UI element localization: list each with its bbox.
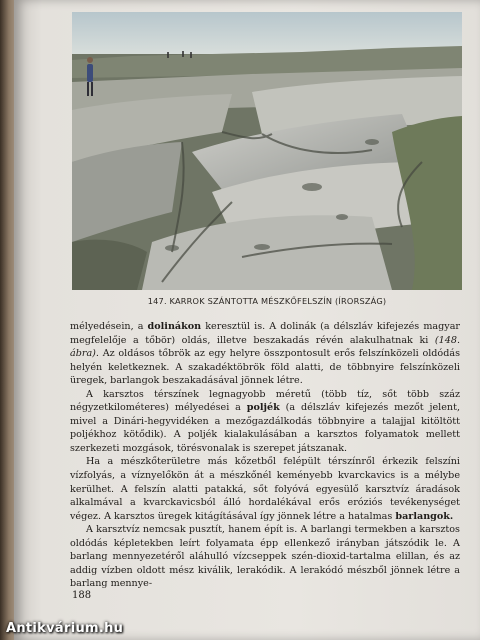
paragraph [70,388,460,456]
figure-reference: (148. ábra). [70,334,460,360]
text-run: Az oldásos tőbrök az egy helyre összpontosult erős felszínközeli oldódás helyén keletkeznek. A szakadéktöbrök föld alatti, de többnyire felszínközeli üregek, barlangok beszakadásával jönnek létre. [70,348,460,387]
paragraph [70,320,460,388]
bold-term: poljék [246,402,280,414]
text-run: A karsztos térszínek legnagyobb méretű (több tíz, sőt több száz négyzetkilométeres) mélyedései a [70,388,460,414]
body-text [70,320,460,591]
bold-term: dolinákon [147,321,202,332]
page-number: 188 [72,590,92,601]
bold-term: barlangok. [395,510,454,522]
text-run: keresztül is. A dolinák (a délszláv kifejezés magyar megfelelője a tőbör) oldás, illetve beszakadás révén alakulhatnak ki [70,321,460,346]
text-run: Ha a mészkőterületre más kőzetből felépült térszínről érkezik felszíni vízfolyás, a víznyelőkön át a mészkőnél keményebb kvarckavics is a mélybe kerülhet. A felszín alatti patakká, sőt folyóvá egyesülő karsztvíz áradások alkalmával a kvarckavicsból álló hordalékával erős eróziós tevékenységet végez. A karsztos üregek kitágításával így jönnek létre a hatalmas [70,456,460,522]
text-run: (a délszláv kifejezés mezőt jelent, mivel a Dinári-hegyvidéken a mezőgazdálkodás többnyire a talajjal kitöltött poljékhoz kötődik). A poljék kialakulásában a karsztos folyamatok mellett szerkezeti mozgások, törésvonalak is szerepet játszanak. [70,402,460,454]
text-run: A karsztvíz nemcsak pusztít, hanem épít is. A barlangi termekben a karsztos oldódás képletekben leírt folyamata épp ellenkező irányban játszódik le. A barlang mennyezetéről aláhulló vízcseppek szén-dioxid-tartalma elillan, és az addig vízben oldott mész kiválik, lerakódik. A lerakódó mészből jönnek létre a barlang mennye- [70,524,460,590]
karst-limestone-photo [72,12,462,290]
text-run: mélyedésein, a [70,321,148,332]
paragraph [70,523,460,591]
figure-caption: 147. KARROK SZÁNTOTTA MÉSZKŐFELSZÍN (ÍRORSZÁG) [147,296,387,306]
watermark-logo: Antikvárium.hu [6,621,124,636]
paragraph [70,455,460,523]
